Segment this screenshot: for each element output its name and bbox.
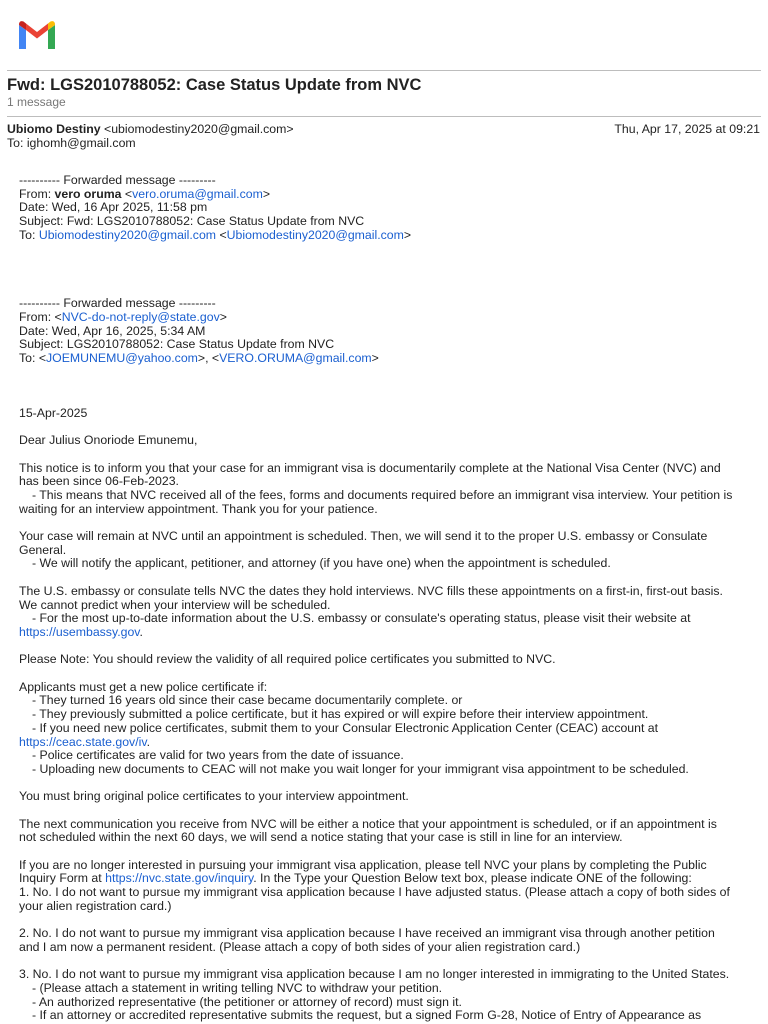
fwd2-to-link-2[interactable]: VERO.ORUMA@gmail.com (219, 351, 372, 366)
paragraph-7: The next communication you receive from NVC will be either a notice that your appointment is scheduled, or if an appointment is not scheduled within the next 60 days, we will send a notice stating that your case is still in line for an interview. (19, 816, 717, 845)
nvc-inquiry-link[interactable]: https://nvc.state.gov/inquiry (105, 871, 254, 886)
paragraph-10: 3. No. I do not want to pursue my immigrant visa application because I am no longer interested in immigrating to the United States. - (Please attach a statement in writing telling NVC to withdraw your petition. - An authorized representative (the petitioner or attorney of record) must sign it. - If an attorney or accredited representative submits the request, but a signed Form G-28, Notice of Entry of Appearance as (19, 967, 730, 1023)
fwd1-to-link-1[interactable]: Ubiomodestiny2020@gmail.com (38, 227, 217, 242)
header-divider (7, 70, 761, 71)
sender-line (7, 122, 294, 136)
fwd1-from-name: vero oruma (54, 186, 122, 201)
fwd1-date: Date: Wed, 16 Apr 2025, 11:58 pm (19, 200, 208, 215)
fwd2-to: To: <JOEMUNEMU@yahoo.com>, <VERO.ORUMA@gmail.com> (19, 351, 379, 366)
paragraph-1: This notice is to inform you that your case for an immigrant visa is documentarily complete at the National Visa Center (NVC) and has been since 06-Feb-2023. - This means that NVC received all of the fees, forms and documents required before an immigrant visa interview. Your petition is waiting for an interview appointment. Thank you for your patience. (19, 460, 733, 516)
paragraph-4: Please Note: You should review the validity of all required police certificates you submitted to NVC. (19, 652, 556, 667)
fwd1-from: From: vero oruma <vero.oruma@gmail.com> (19, 186, 271, 201)
paragraph-6: You must bring original police certificates to your interview appointment. (19, 789, 409, 804)
fwd1-subject: Subject: Fwd: LGS2010788052: Case Status Update from NVC (19, 214, 365, 229)
message-date: Thu, Apr 17, 2025 at 09:21 (614, 122, 760, 136)
usembassy-link[interactable]: https://usembassy.gov (19, 624, 140, 639)
thread-subject: Fwd: LGS2010788052: Case Status Update from NVC (7, 76, 422, 94)
paragraph-5: Applicants must get a new police certificate if: - They turned 16 years old since their case became documentarily complete. or - They previously submitted a police certificate, but it has expired or will expire before their interview appointment. - If you need new police certificates, submit them to your Consular Electronic Application Center (CEAC) account at https://ceac.state.gov/iv. - Police certificates are valid for two years from the date of issuance. - Uploading new documents to CEAC will not make you wait longer for your immigrant visa appointment to be scheduled. (19, 679, 689, 776)
fwd2-subject: Subject: LGS2010788052: Case Status Update from NVC (19, 337, 335, 352)
fwd1-to: To: Ubiomodestiny2020@gmail.com <Ubiomodestiny2020@gmail.com> (19, 227, 412, 242)
letter-date: 15-Apr-2025 (19, 405, 88, 420)
recipient-line: To: ighomh@gmail.com (7, 136, 136, 150)
fwd1-from-email-link[interactable]: vero.oruma@gmail.com (132, 186, 263, 201)
fwd1-divider: ---------- Forwarded message --------- (19, 173, 216, 187)
gmail-logo-icon (16, 19, 58, 49)
thread-divider (7, 116, 761, 117)
ceac-link[interactable]: https://ceac.state.gov/iv (19, 734, 147, 749)
paragraph-9: 2. No. I do not want to pursue my immigrant visa application because I have received an immigrant visa through another petition and I am now a permanent resident. (Please attach a copy of both sides of your alien registration card.) (19, 926, 715, 954)
paragraph-2: Your case will remain at NVC until an appointment is scheduled. Then, we will send it to the proper U.S. embassy or Consulate General. - We will notify the applicant, petitioner, and attorney (if you have one) when the appointment is scheduled. (19, 529, 708, 571)
message-count: 1 message (7, 95, 66, 109)
paragraph-8: If you are no longer interested in pursuing your immigrant visa application, please tell NVC your plans by completing the Public Inquiry Form at https://nvc.state.gov/inquiry. In the Type your Question Below text box, please indicate ONE of the following: 1. No. I do not want to pursue my immigrant visa application because I have adjusted status. (Please attach a copy of both sides of your alien registration card.) (19, 857, 730, 913)
fwd2-to-link-1[interactable]: JOEMUNEMU@yahoo.com (46, 351, 198, 366)
sender-name: Ubiomo Destiny (7, 122, 101, 136)
fwd2-from-email-link[interactable]: NVC-do-not-reply@state.gov (61, 309, 220, 324)
letter-greeting: Dear Julius Onoriode Emunemu, (19, 433, 198, 448)
message-body (19, 174, 754, 1023)
fwd2-from: From: <NVC-do-not-reply@state.gov> (19, 309, 227, 324)
sender-email: <ubiomodestiny2020@gmail.com> (104, 122, 294, 136)
paragraph-3: The U.S. embassy or consulate tells NVC the dates they hold interviews. NVC fills these appointments on a first-in, first-out basis. We cannot predict when your interview will be scheduled. - For the most up-to-date information about the U.S. embassy or consulate's operating status, please visit their website at https://usembassy.gov. (19, 583, 723, 639)
fwd2-divider: ---------- Forwarded message --------- (19, 296, 216, 311)
fwd2-date: Date: Wed, Apr 16, 2025, 5:34 AM (19, 323, 206, 338)
fwd1-to-link-2[interactable]: Ubiomodestiny2020@gmail.com (226, 227, 404, 242)
